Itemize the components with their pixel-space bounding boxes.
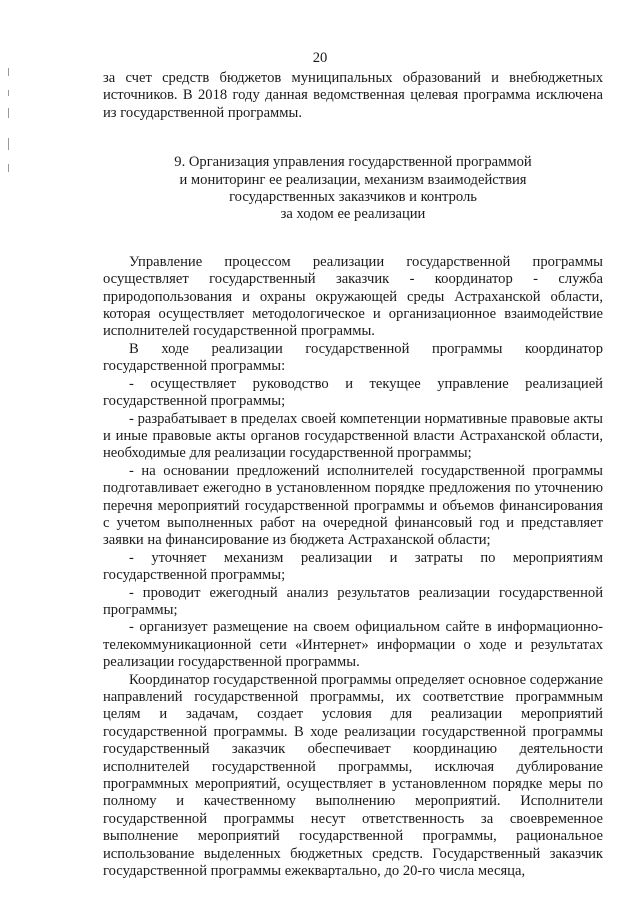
body-paragraph: Координатор государственной программы определяет основное содержание направлений государственной программы, их соответствие программным целям и задачам, создает условия для реализации мероприятий государственной программы. В ходе реализации государственной программы государственный заказчик обеспечивает координацию деятельности исполнителей государственной программы, исключая дублирование программных мероприятий, осуществляет в установленном порядке меры по полному и качественному выполнению мероприятий. Исполнители государственной программы несут ответственность за своевременное выполнение мероприятий государственной программы, рациональное использование выделенных бюджетных средств. Государственный заказчик государственной программы ежеквартально, до 20-го числа месяца,: [103, 671, 603, 880]
list-item: - осуществляет руководство и текущее управление реализацией государственной программы;: [103, 375, 603, 410]
list-item: - проводит ежегодный анализ результатов реализации государственной программы;: [103, 584, 603, 618]
intro-paragraph: за счет средств бюджетов муниципальных образований и внебюджетных источников. В 2018 году данная ведомственная целевая программа исключена из государственной программы.: [103, 70, 603, 121]
list-item: - разрабатывает в пределах своей компетенции нормативные правовые акты и иные правовые акты органов государственной власти Астраханской области, необходимые для реализации государственной программы;: [103, 410, 603, 462]
section-heading-line: и мониторинг ее реализации, механизм взаимодействия: [179, 171, 527, 188]
list-item: - уточняет механизм реализации и затраты по мероприятиям государственной программы;: [103, 549, 603, 584]
section-heading-line: за ходом ее реализации: [280, 206, 426, 223]
body-paragraph: В ходе реализации государственной программы координатор государственной программы:: [103, 340, 603, 375]
body-paragraph: Управление процессом реализации государственной программы осуществляет государственный заказчик - координатор - служба природопользования и охраны окружающей среды Астраханской области, которая осуществляет методологическое и организационное взаимодействие исполнителей государственной программы.: [103, 253, 603, 340]
section-heading: [103, 154, 603, 224]
section-heading-line: 9. Организация управления государственной программой: [174, 154, 532, 171]
list-item: - организует размещение на своем официальном сайте в информационно-телекоммуникационной сети «Интернет» информации о ходе и результатах реализации государственной программы.: [103, 619, 603, 671]
list-item: - на основании предложений исполнителей государственной программы подготавливает ежегодно в установленном порядке предложения по уточнению перечня мероприятий государственной программы и объемов финансирования с учетом выполненных работ на очередной финансовый год и представляет заявки на финансирование из бюджета Астраханской области;: [103, 462, 603, 549]
page-number: 20: [312, 50, 328, 66]
scan-margin-marks: [8, 60, 12, 180]
document-body: [103, 70, 603, 880]
section-heading-line: государственных заказчиков и контроль: [229, 189, 477, 206]
